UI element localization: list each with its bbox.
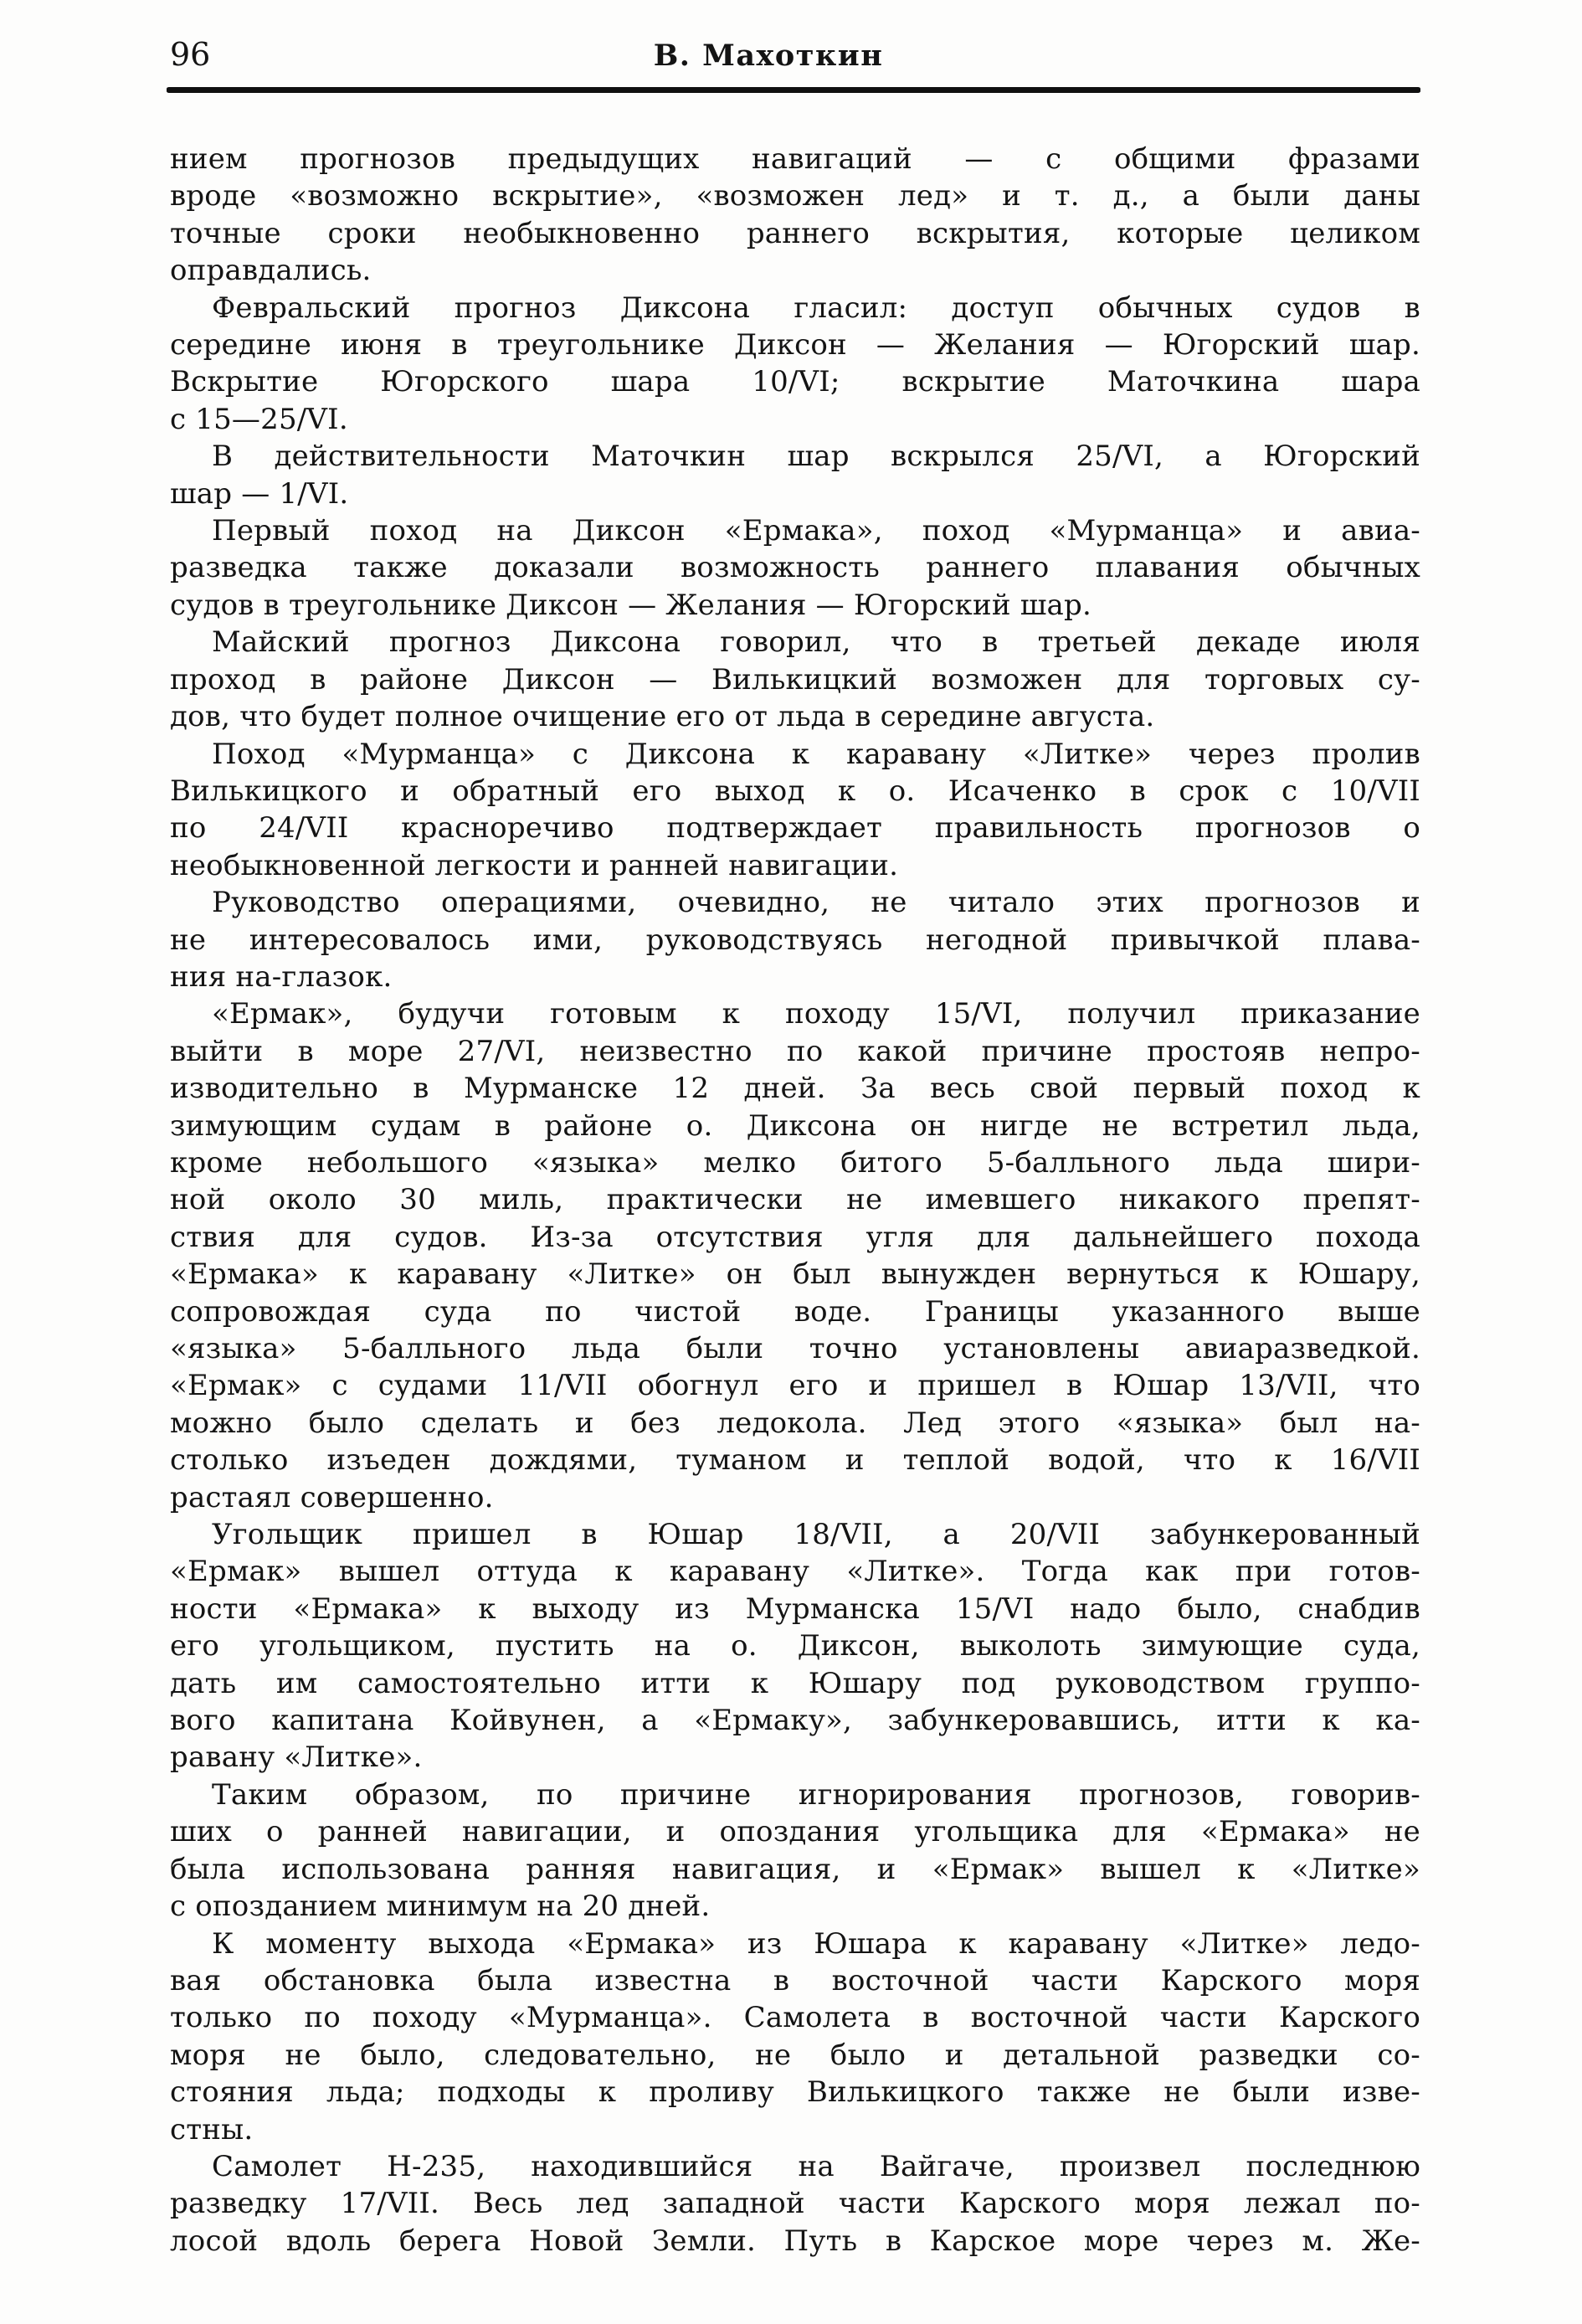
text-line: Угольщик пришел в Юшар 18/VII, а 20/VII забункерованный [212, 1518, 1420, 1552]
text-line: «языка» 5-балльного льда были точно установлены авиаразведкой. [170, 1332, 1420, 1365]
paragraph [170, 512, 1420, 624]
text-line: зимующим судам в районе о. Диксона он нигде не встретил льда, [170, 1108, 1420, 1143]
text-line: К моменту выхода «Ермака» из Юшара к каравану «Литке» ледо- [212, 1926, 1420, 1961]
text-line: судов в треугольнике Диксон — Желания — Югорский шар. [170, 588, 1091, 622]
text-line: Вскрытие Югорского шара 10/VI; вскрытие Маточкина шара [170, 365, 1420, 399]
text-line: с 15—25/VI. [170, 402, 348, 436]
text-line: шар — 1/VI. [170, 476, 349, 511]
text-line: оправдались. [170, 254, 372, 288]
text-line: «Ермак» с судами 11/VII обогнул его и пришел в Юшар 13/VII, что [170, 1369, 1420, 1403]
text-line: была использована ранняя навигация, и «Ермак» вышел к «Литке» [170, 1852, 1420, 1886]
text-line: только по походу «Мурманца». Самолета в восточной части Карского [170, 2001, 1420, 2035]
paragraph [170, 624, 1420, 735]
text-line: Майский прогноз Диксона говорил, что в третьей декаде июля [212, 625, 1420, 660]
text-line: «Ермака» к каравану «Литке» он был вынужден вернуться к Юшару, [170, 1257, 1420, 1292]
text-line: Вилькицкого и обратный его выход к о. Исаченко в срок с 10/VII [170, 774, 1420, 808]
text-line: лосой вдоль берега Новой Земли. Путь в Карское море через м. Же- [170, 2224, 1420, 2258]
text-line: вого капитана Койвунен, а «Ермаку», забункеровавшись, итти к ка- [170, 1704, 1420, 1738]
text-line: моря не было, следовательно, не было и детальной разведки со- [170, 2038, 1420, 2072]
paragraph [170, 1516, 1420, 1776]
paragraph [170, 1926, 1420, 2148]
paragraph [170, 438, 1420, 512]
text-line: стны. [170, 2112, 254, 2147]
text-line: ния на-глазок. [170, 959, 393, 994]
text-line: вроде «возможно вскрытие», «возможен лед» и т. д., а были даны [170, 179, 1420, 213]
text-line: изводительно в Мурманске 12 дней. За весь свой первый поход к [170, 1072, 1420, 1106]
text-line: нием прогнозов предыдущих навигаций — с общими фразами [170, 142, 1420, 176]
text-line: дать им самостоятельно итти к Юшару под руководством группо- [170, 1666, 1420, 1700]
text-line: можно было сделать и без ледокола. Лед этого «языка» был на- [170, 1406, 1420, 1440]
text-line: вая обстановка была известна в восточной части Карского моря [170, 1963, 1420, 1998]
text-line: выйти в море 27/VI, неизвестно по какой причине простояв непро- [170, 1034, 1420, 1068]
text-line: «Ермак» вышел оттуда к каравану «Литке». Тогда как при готов- [170, 1555, 1420, 1589]
text-line: Таким образом, по причине игнорирования прогнозов, говорив- [212, 1777, 1420, 1812]
text-line: кроме небольшого «языка» мелко битого 5-балльного льда шири- [170, 1145, 1420, 1180]
text-line: ших о ранней навигации, и опоздания угольщика для «Ермака» не [170, 1815, 1420, 1849]
text-line: разведка также доказали возможность раннего плавания обычных [170, 551, 1420, 585]
text-line: с опозданием минимум на 20 дней. [170, 1890, 711, 1924]
text-line: Руководство операциями, очевидно, не читало этих прогнозов и [212, 886, 1420, 920]
paragraph [170, 995, 1420, 1516]
text-line: Первый поход на Диксон «Ермака», поход «Мурманца» и авиа- [212, 514, 1420, 548]
text-line: В действительности Маточкин шар вскрылся 25/VI, а Югорский [212, 440, 1420, 474]
paragraph [170, 736, 1420, 885]
text-line: не интересовалось ими, руководствуясь негодной привычкой плава- [170, 923, 1420, 957]
text-line: Поход «Мурманца» с Диксона к каравану «Литке» через пролив [212, 737, 1420, 771]
text-line: Февральский прогноз Диксона гласил: доступ обычных судов в [212, 290, 1420, 325]
text-line: его угольщиком, пустить на о. Диксон, выколоть зимующие суда, [170, 1629, 1420, 1663]
text-line: столько изъеден дождями, туманом и теплой водой, что к 16/VII [170, 1443, 1420, 1478]
text-line: равану «Литке». [170, 1740, 423, 1775]
text-line: дов, что будет полное очищение его от льда в середине августа. [170, 700, 1155, 734]
paragraph [170, 290, 1420, 439]
running-title: В. Махоткин [653, 39, 884, 73]
text-line: точные сроки необыкновенно раннего вскрытия, которые целиком [170, 216, 1420, 250]
text-line: ности «Ермака» к выходу из Мурманска 15/VI надо было, снабдив [170, 1591, 1420, 1626]
text-line: разведку 17/VII. Весь лед западной части Карского моря лежал по- [170, 2187, 1420, 2221]
text-line: стояния льда; подходы к проливу Вилькицкого также не были изве- [170, 2075, 1420, 2110]
page-number: 96 [170, 36, 211, 73]
text-line: сопровождая суда по чистой воде. Границы указанного выше [170, 1294, 1420, 1329]
header-rule-divider [167, 87, 1420, 93]
text-line: проход в районе Диксон — Вилькицкий возможен для торговых су- [170, 662, 1420, 697]
paragraph [170, 2148, 1420, 2260]
text-line: ной около 30 миль, практически не имевшего никакого препят- [170, 1183, 1420, 1217]
text-line: ствия для судов. Из-за отсутствия угля для дальнейшего похода [170, 1220, 1420, 1254]
text-line: Самолет Н-235, находившийся на Вайгаче, произвел последнюю [212, 2149, 1420, 2183]
paragraph [170, 884, 1420, 995]
text-line: необыкновенной легкости и ранней навигации. [170, 848, 899, 882]
body-text [170, 141, 1420, 2260]
paragraph [170, 1776, 1420, 1926]
text-line: середине июня в треугольнике Диксон — Желания — Югорский шар. [170, 328, 1420, 362]
text-line: «Ермак», будучи готовым к походу 15/VI, получил приказание [212, 997, 1420, 1031]
text-line: растаял совершенно. [170, 1480, 494, 1514]
paragraph [170, 141, 1420, 290]
text-line: по 24/VII красноречиво подтверждает правильность прогнозов о [170, 811, 1420, 846]
